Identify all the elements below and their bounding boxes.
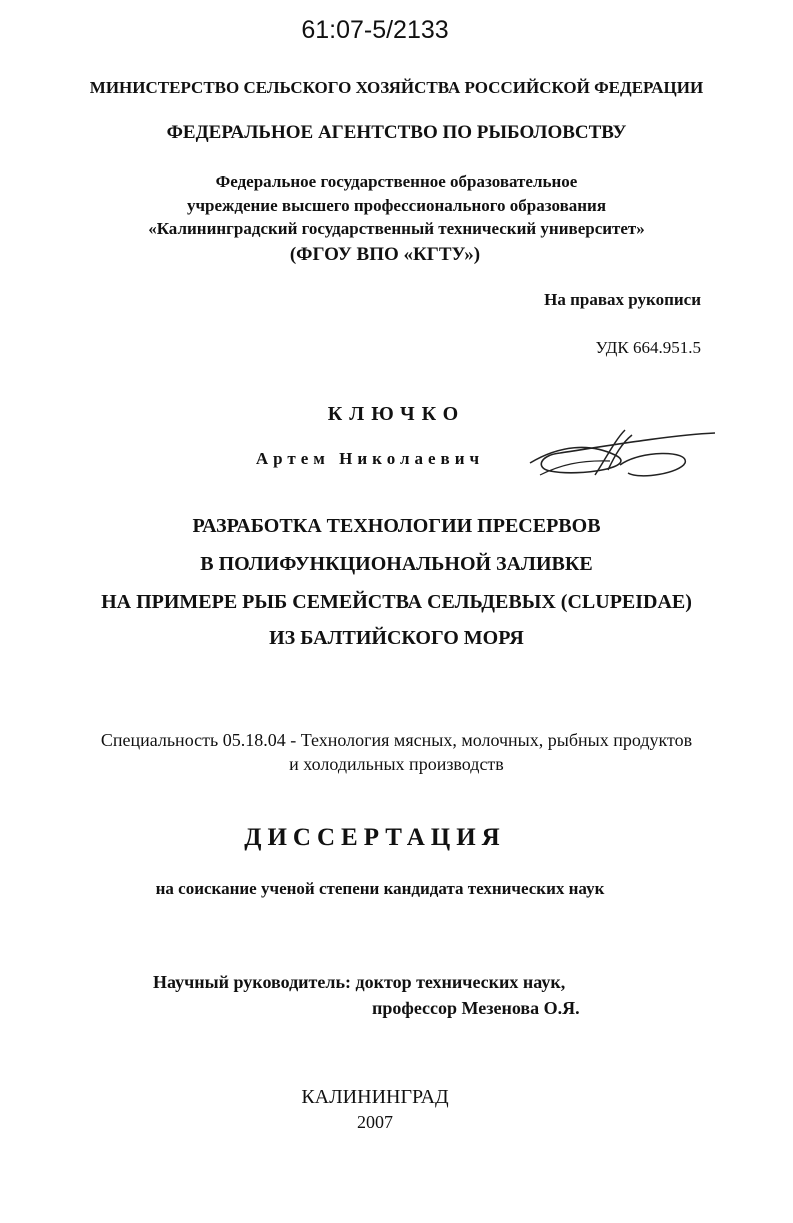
document-type: ДИССЕРТАЦИЯ	[244, 824, 506, 851]
institution-line: Федеральное государственное образовательное	[215, 172, 578, 191]
institution-line: учреждение высшего профессионального образования	[186, 196, 607, 215]
manuscript-rights: На правах рукописи	[544, 290, 701, 309]
specialty-line: Специальность 05.18.04 - Технология мясных, молочных, рыбных продуктов	[100, 730, 693, 750]
dissertation-title-line: РАЗРАБОТКА ТЕХНОЛОГИИ ПРЕСЕРВОВ	[192, 515, 601, 537]
supervisor-line: Научный руководитель: доктор технических наук,	[153, 972, 566, 992]
signature-image	[520, 425, 720, 490]
dissertation-title-line: ИЗ БАЛТИЙСКОГО МОРЯ	[269, 627, 524, 649]
author-surname: КЛЮЧКО	[327, 403, 466, 425]
dissertation-title-line: НА ПРИМЕРЕ РЫБ СЕМЕЙСТВА СЕЛЬДЕВЫХ (CLUPEIDAE)	[101, 591, 692, 613]
author-name: Артем Николаевич	[255, 449, 485, 468]
supervisor-name: профессор Мезенова О.Я.	[372, 998, 580, 1018]
degree-line: на соискание ученой степени кандидата технических наук	[155, 879, 605, 898]
ministry-heading: МИНИСТЕРСТВО СЕЛЬСКОГО ХОЗЯЙСТВА РОССИЙСКОЙ ФЕДЕРАЦИИ	[89, 78, 704, 97]
udk-code: УДК 664.951.5	[595, 338, 701, 357]
institution-line: «Калининградский государственный технический университет»	[148, 219, 645, 238]
city: КАЛИНИНГРАД	[301, 1086, 449, 1108]
agency-heading: ФЕДЕРАЛЬНОЕ АГЕНТСТВО ПО РЫБОЛОВСТВУ	[166, 122, 627, 143]
specialty-line: и холодильных производств	[289, 754, 504, 774]
year: 2007	[357, 1112, 393, 1132]
institution-abbreviation: (ФГОУ ВПО «КГТУ»)	[289, 244, 481, 265]
dissertation-title-line: В ПОЛИФУНКЦИОНАЛЬНОЙ ЗАЛИВКЕ	[200, 553, 593, 575]
archive-code: 61:07-5/2133	[301, 16, 449, 44]
